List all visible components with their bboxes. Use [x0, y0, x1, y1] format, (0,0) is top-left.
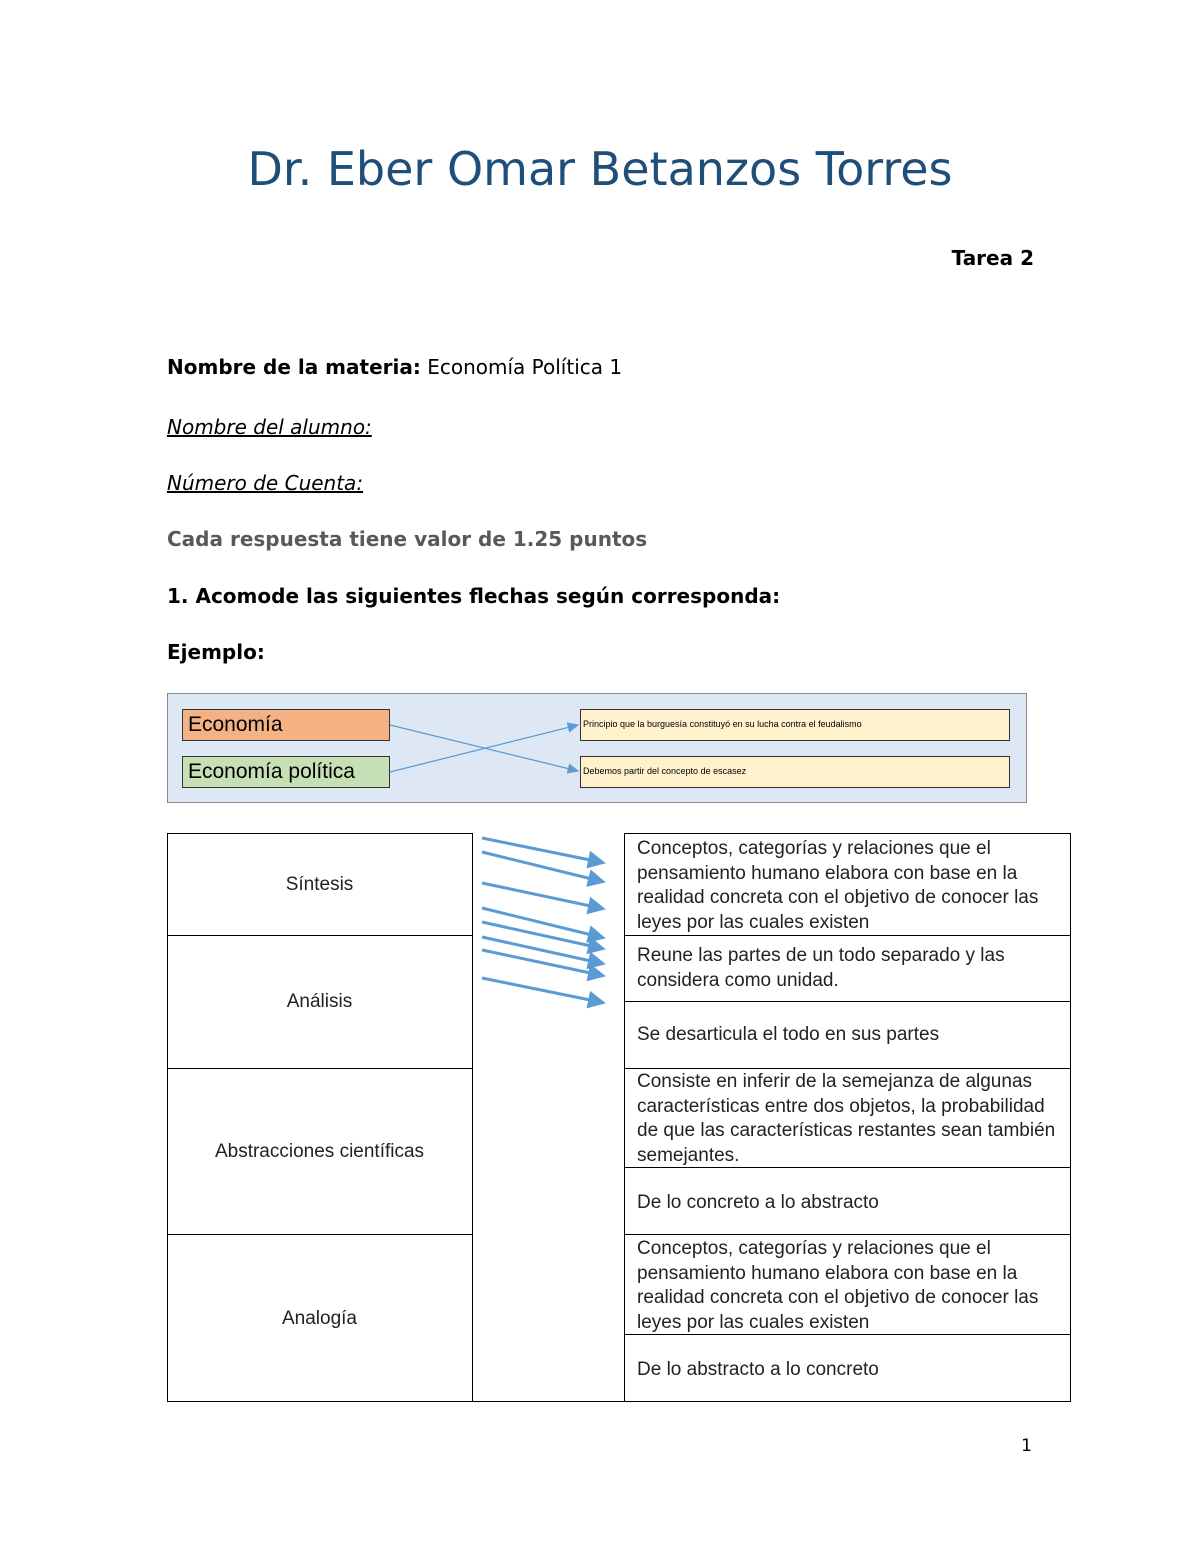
- account-number-label: Número de Cuenta:: [167, 471, 364, 495]
- student-name-label: Nombre del alumno:: [167, 415, 372, 439]
- definition-2: Reune las partes de un todo separado y las considera como unidad.: [637, 945, 1005, 991]
- example-panel: [167, 693, 1027, 803]
- term-analisis: Análisis: [286, 991, 353, 1012]
- term-sintesis: Síntesis: [285, 874, 354, 895]
- definition-1: Conceptos, categorías y relaciones que el pensamiento humano elabora con base en la realidad concreta con el objetivo de conocer las leyes por las cuales existen: [637, 838, 1039, 933]
- page-number: 1: [1021, 1436, 1032, 1456]
- answer-arrow-6[interactable]: [482, 950, 600, 975]
- answer-arrow-7[interactable]: [482, 978, 600, 1002]
- subject-value: Economía Política 1: [427, 355, 623, 379]
- answer-arrow-8[interactable]: [482, 937, 600, 963]
- term-analogia: Analogía: [281, 1308, 357, 1329]
- subject-line: [167, 355, 622, 379]
- definition-4: Consiste en inferir de la semejanza de algunas características entre dos objetos, la probabilidad de que las características restantes sean también semejantes.: [637, 1071, 1056, 1166]
- document-title: Dr. Eber Omar Betanzos Torres: [247, 142, 953, 196]
- example-definition-1: Principio que la burguesía constituyó en su lucha contra el feudalismo: [580, 709, 1010, 741]
- answer-arrow-5[interactable]: [482, 922, 600, 948]
- example-definition-2: Debemos partir del concepto de escasez: [580, 756, 1010, 788]
- example-label: Ejemplo:: [167, 640, 265, 664]
- assignment-label: Tarea 2: [951, 246, 1034, 270]
- answer-arrows: [472, 830, 624, 1015]
- answer-arrow-3[interactable]: [482, 883, 600, 908]
- definition-3: Se desarticula el todo en sus partes: [637, 1024, 940, 1045]
- points-note: Cada respuesta tiene valor de 1.25 puntos: [167, 527, 648, 551]
- question-prompt: 1. Acomode las siguientes flechas según corresponda:: [167, 584, 781, 608]
- answer-arrow-4[interactable]: [482, 908, 600, 937]
- example-term-economia-politica: Economía política: [182, 756, 390, 788]
- definition-5: De lo concreto a lo abstracto: [637, 1192, 879, 1213]
- example-term-economia: Economía: [182, 709, 390, 741]
- subject-label: Nombre de la materia:: [167, 355, 421, 379]
- answer-arrow-2[interactable]: [482, 852, 600, 881]
- term-abstracciones: Abstracciones científicas: [214, 1141, 425, 1162]
- answer-arrow-1[interactable]: [482, 838, 600, 862]
- definition-7: De lo abstracto a lo concreto: [637, 1359, 879, 1380]
- definition-6: Conceptos, categorías y relaciones que el pensamiento humano elabora con base en la realidad concreta con el objetivo de conocer las leyes por las cuales existen: [637, 1238, 1039, 1333]
